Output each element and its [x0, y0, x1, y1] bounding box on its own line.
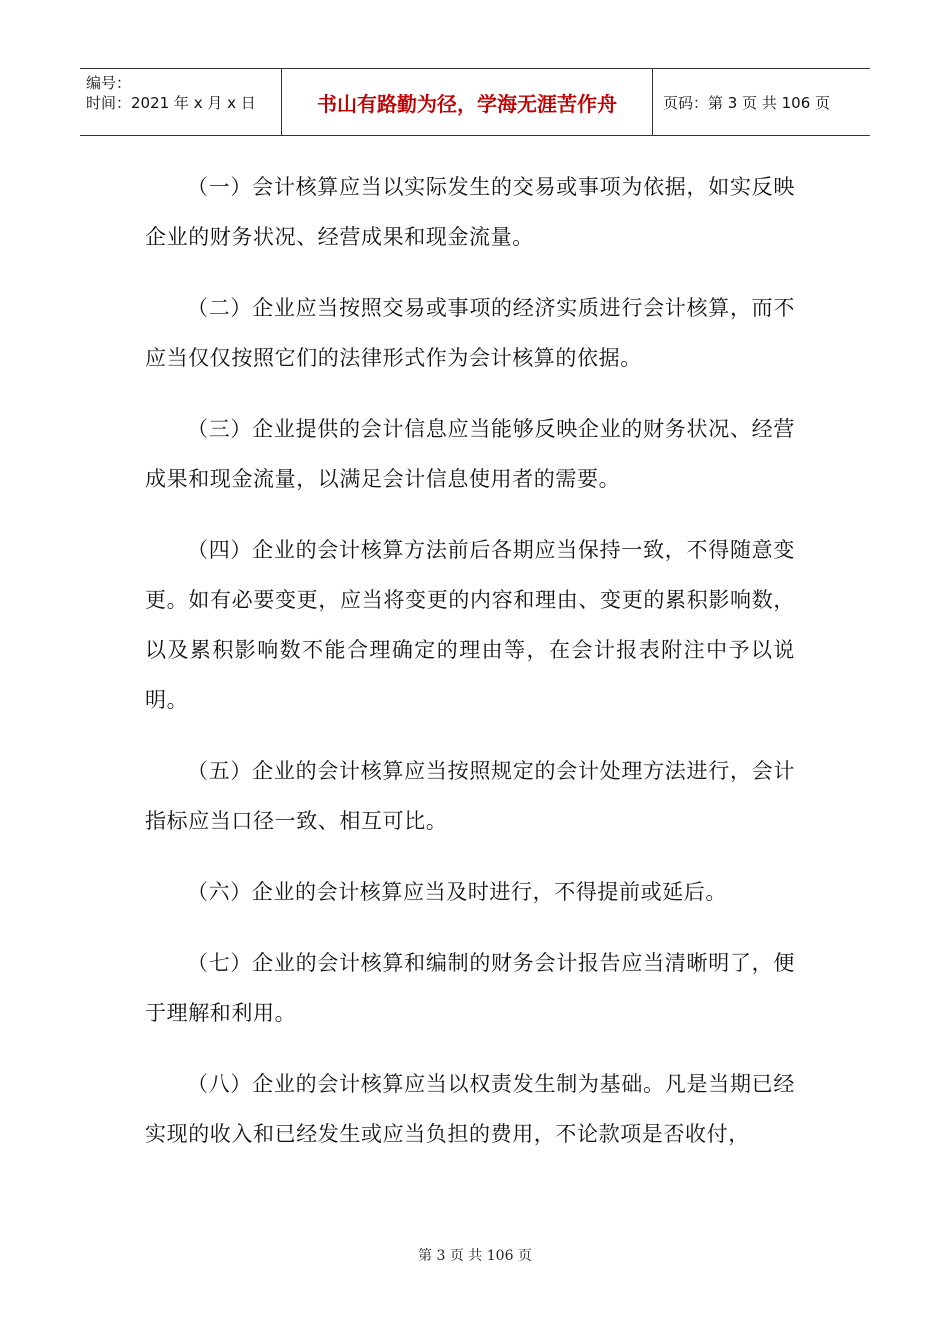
- page-footer: 第 3 页 共 106 页: [418, 1248, 532, 1264]
- document-body: [145, 162, 795, 1180]
- paragraph: （六）企业的会计核算应当及时进行，不得提前或延后。: [187, 880, 727, 904]
- header-page-info: 页码：第 3 页 共 106 页: [663, 93, 831, 112]
- document-number-label: 编号：: [86, 74, 132, 92]
- paragraph: （三）企业提供的会计信息应当能够反映企业的财务状况、经营成果和现金流量，以满足会计信息使用者的需要。: [145, 417, 795, 491]
- header-meta: [80, 69, 282, 135]
- header-motto: 书山有路勤为径，学海无涯苦作舟: [282, 69, 653, 135]
- paragraph: （二）企业应当按照交易或事项的经济实质进行会计核算，而不应当仅仅按照它们的法律形式作为会计核算的依据。: [145, 296, 795, 370]
- paragraph: （八）企业的会计核算应当以权责发生制为基础。凡是当期已经实现的收入和已经发生或应当负担的费用，不论款项是否收付，: [145, 1072, 795, 1146]
- paragraph: （七）企业的会计核算和编制的财务会计报告应当清晰明了，便于理解和利用。: [145, 951, 795, 1025]
- page-header: [80, 68, 870, 136]
- paragraph: （五）企业的会计核算应当按照规定的会计处理方法进行，会计指标应当口径一致、相互可比。: [145, 759, 795, 833]
- paragraph: （一）会计核算应当以实际发生的交易或事项为依据，如实反映企业的财务状况、经营成果和现金流量。: [145, 175, 795, 249]
- paragraph: （四）企业的会计核算方法前后各期应当保持一致，不得随意变更。如有必要变更，应当将变更的内容和理由、变更的累积影响数，以及累积影响数不能合理确定的理由等，在会计报表附注中予以说明。: [145, 538, 795, 712]
- document-date: 时间：2021 年 x 月 x 日: [86, 94, 256, 112]
